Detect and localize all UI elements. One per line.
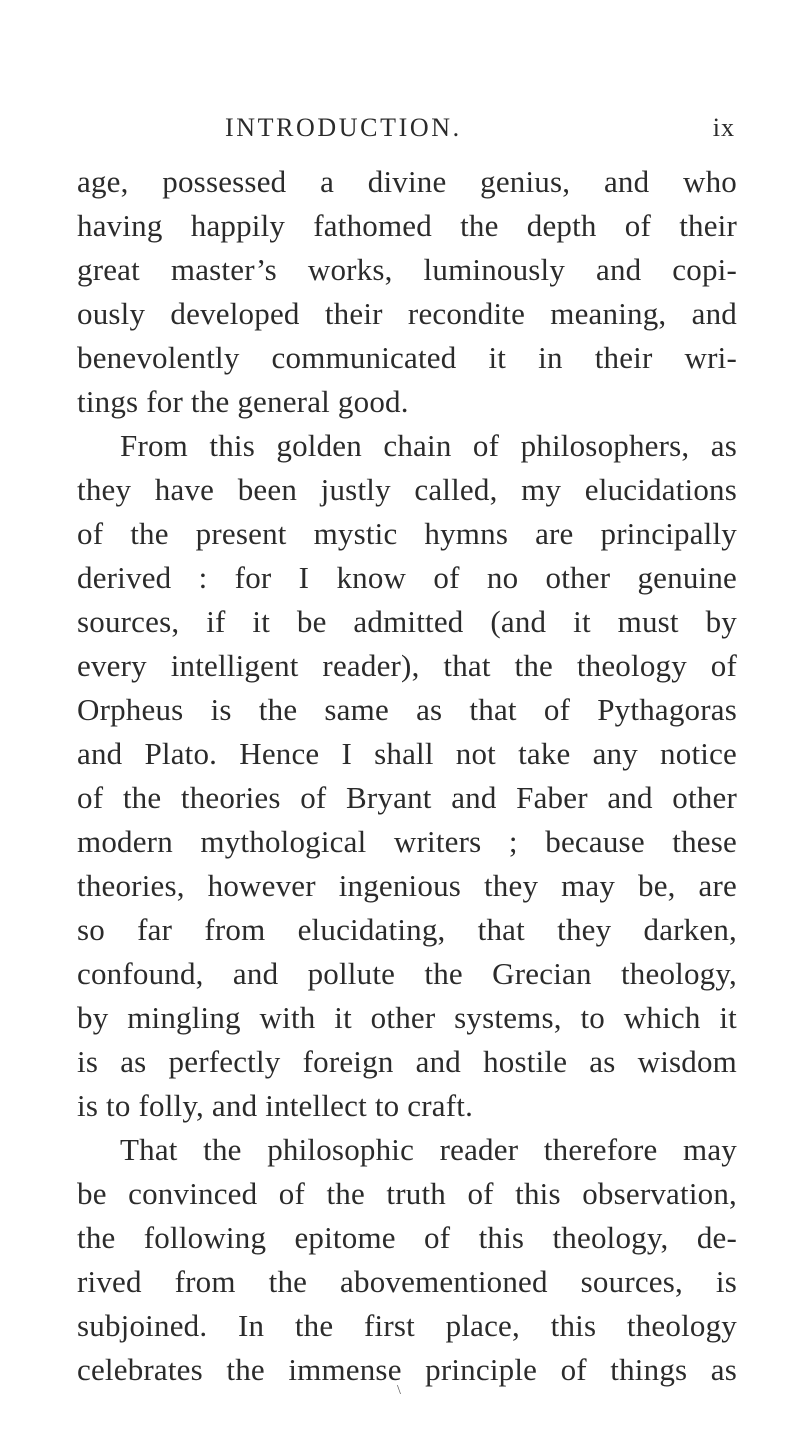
text-line: ously developed their recondite meaning, and xyxy=(77,296,737,331)
text-line: great master’s works, luminously and copi- xyxy=(77,252,737,287)
text-line: be convinced of the truth of this observation, xyxy=(77,1176,737,1211)
text-line: every intelligent reader), that the theology of xyxy=(77,648,737,683)
text-line: so far from elucidating, that they darken, xyxy=(77,912,737,947)
text-line: of the theories of Bryant and Faber and other xyxy=(77,780,737,815)
text-line: subjoined. In the first place, this theology xyxy=(77,1308,737,1343)
running-head-title: INTRODUCTION. xyxy=(225,113,462,142)
text-line: is as perfectly foreign and hostile as wisdom xyxy=(77,1044,737,1079)
running-head xyxy=(225,108,735,148)
text-line: Orpheus is the same as that of Pythagoras xyxy=(77,692,737,727)
text-line: rived from the abovementioned sources, is xyxy=(77,1264,737,1299)
text-line: the following epitome of this theology, de- xyxy=(77,1220,737,1255)
text-line: age, possessed a divine genius, and who xyxy=(77,164,737,199)
text-line: sources, if it be admitted (and it must by xyxy=(77,604,737,639)
text-line: they have been justly called, my elucidations xyxy=(77,472,737,507)
stray-mark: \ xyxy=(397,1383,401,1398)
text-line: theories, however ingenious they may be, are xyxy=(77,868,737,903)
text-line: benevolently communicated it in their wri- xyxy=(77,340,737,375)
text-line: derived : for I know of no other genuine xyxy=(77,560,737,595)
text-line: is to folly, and intellect to craft. xyxy=(77,1088,474,1123)
text-line: of the present mystic hymns are principally xyxy=(77,516,737,551)
text-line: and Plato. Hence I shall not take any notice xyxy=(77,736,737,771)
text-line: by mingling with it other systems, to which it xyxy=(77,1000,737,1035)
text-line: That the philosophic reader therefore may xyxy=(120,1132,737,1167)
text-line: celebrates the immense principle of things as xyxy=(77,1352,737,1387)
text-line: having happily fathomed the depth of their xyxy=(77,208,737,243)
text-line: confound, and pollute the Grecian theology, xyxy=(77,956,737,991)
text-line: From this golden chain of philosophers, as xyxy=(120,428,737,463)
text-line: tings for the general good. xyxy=(77,384,409,419)
text-line: modern mythological writers ; because these xyxy=(77,824,737,859)
page-number: ix xyxy=(712,113,735,142)
